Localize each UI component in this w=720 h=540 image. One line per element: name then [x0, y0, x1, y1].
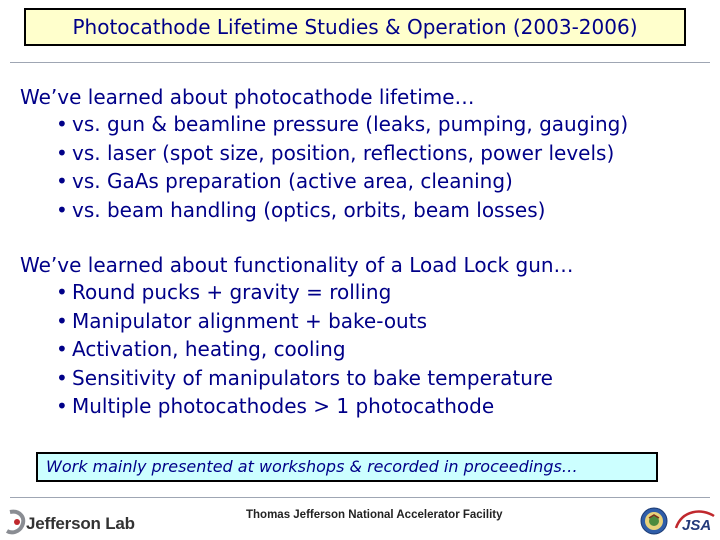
list-item: • Manipulator alignment + bake-outs	[56, 307, 574, 336]
section-lead: We’ve learned about functionality of a Load Lock gun…	[20, 253, 574, 277]
section-photocathode-lifetime	[20, 84, 628, 224]
jsa-logo-text: JSA	[682, 517, 712, 534]
list-item: • Sensitivity of manipulators to bake temperature	[56, 364, 574, 393]
footer-divider	[10, 497, 710, 498]
list-item: • vs. beam handling (optics, orbits, beam losses)	[56, 196, 628, 225]
list-item: • Activation, heating, cooling	[56, 335, 574, 364]
facility-name: Thomas Jefferson National Accelerator Facility	[246, 509, 503, 521]
bullet-list	[20, 110, 628, 224]
list-item: • Multiple photocathodes > 1 photocathode	[56, 392, 574, 421]
doe-seal-icon	[640, 507, 668, 535]
section-load-lock-gun	[20, 252, 574, 421]
proceedings-note: Work mainly presented at workshops & recorded in proceedings…	[36, 452, 658, 482]
jsa-logo-icon	[672, 506, 718, 536]
jefferson-lab-logo-icon	[4, 508, 28, 536]
title-divider	[10, 62, 710, 63]
list-item: • vs. gun & beamline pressure (leaks, pumping, gauging)	[56, 110, 628, 139]
slide-footer	[0, 500, 720, 540]
list-item: • vs. laser (spot size, position, reflections, power levels)	[56, 139, 628, 168]
list-item: • Round pucks + gravity = rolling	[56, 278, 574, 307]
list-item: • vs. GaAs preparation (active area, cleaning)	[56, 167, 628, 196]
bullet-list	[20, 278, 574, 421]
slide-title: Photocathode Lifetime Studies & Operation (2003-2006)	[24, 8, 686, 46]
section-lead: We’ve learned about photocathode lifetime…	[20, 85, 475, 109]
jefferson-lab-wordmark: Jefferson Lab	[26, 514, 135, 533]
